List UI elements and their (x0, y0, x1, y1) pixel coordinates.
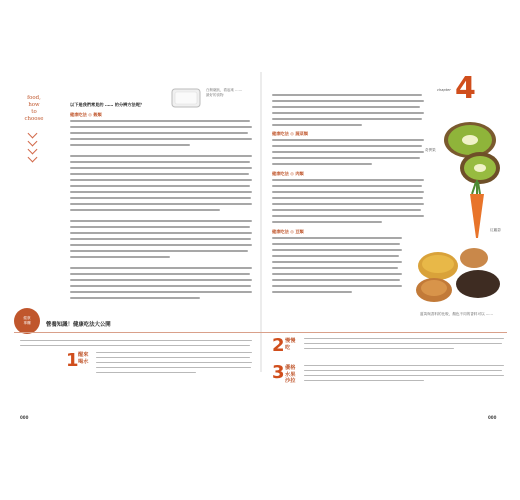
item-label-char: 喝 (78, 358, 84, 365)
page-number-right: 000 (488, 415, 497, 420)
item-label-char: 優 (285, 365, 291, 371)
item-label-char: 果 (290, 371, 296, 378)
column-badge-line: 專欄 (23, 321, 31, 325)
bowl-icon (168, 85, 204, 111)
bowl-caption: 白飯碗狀，看起來 …… 最好的食物 (206, 88, 243, 97)
kiwi-caption: 奇異果 (425, 148, 436, 152)
section-head: 健康吃法 ◎ 豆類 (272, 229, 304, 234)
item-label-char: 水 (83, 358, 89, 365)
side-tag-line: to (31, 109, 37, 115)
item-label (285, 338, 297, 351)
column-badge-line: 健康 (23, 316, 31, 320)
section-head: 健康吃法 ◎ 肉類 (272, 171, 304, 176)
chapter-label: chapter (437, 88, 451, 92)
side-tag-line: choose (24, 116, 44, 122)
section-head: 健康吃法 ◎ 蔬菜類 (272, 131, 308, 136)
item-label (285, 365, 299, 385)
lead-question: 以下是我們常見的 …… 的分辨方法呢？ (70, 102, 145, 107)
spices-caption: 薑黃與香料的比較，顏色不同的香料可以 …… (420, 312, 494, 316)
side-tag (20, 95, 48, 123)
item-number: 2 (272, 335, 285, 356)
item-label-char: 拉 (290, 378, 296, 384)
box-divider (14, 332, 507, 333)
item-label-char: 醒 (78, 352, 84, 358)
box-title: 營養知識！健康吃法大公開 (46, 322, 111, 328)
chapter-number: 4 (455, 71, 476, 106)
item-label-char: 慢 (285, 338, 291, 344)
item-number: 3 (272, 362, 285, 383)
item-label-char: 慢 (290, 338, 296, 344)
side-tag-line: how (28, 102, 40, 108)
page-number-left: 000 (20, 415, 29, 420)
side-tag-line: food, (27, 95, 41, 101)
item-label-char: 格 (290, 365, 296, 371)
spices-image (410, 244, 506, 310)
item-number: 1 (66, 350, 79, 371)
page-gutter (260, 72, 262, 372)
item-label-char: 吃 (285, 344, 291, 351)
carrot-caption: 紅蘿蔔 (490, 228, 501, 232)
item-label-char: 水 (285, 371, 291, 378)
column-badge (14, 308, 40, 334)
item-label-char: 來 (83, 352, 89, 358)
section-head: 健康吃法 ◎ 穀類 (70, 112, 102, 117)
carrot-image (462, 178, 492, 240)
item-label-char: 沙 (285, 378, 291, 384)
item-label (78, 352, 90, 365)
